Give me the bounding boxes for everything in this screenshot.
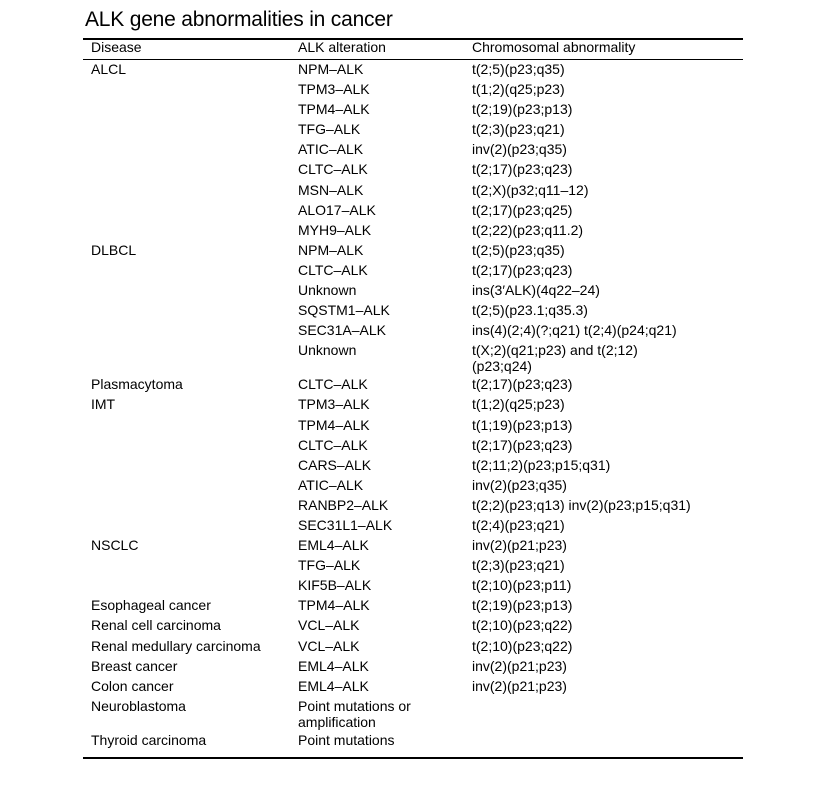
cell-disease: Colon cancer [91, 677, 174, 694]
cell-chromosomal-abnormality: t(2;10)(p23;p11) [472, 577, 572, 594]
table-row [83, 615, 743, 635]
table-row [83, 475, 743, 495]
cell-disease [83, 415, 298, 435]
table-row [83, 180, 743, 200]
table-row [83, 340, 743, 374]
cell-alk-alteration: Point mutations [298, 731, 395, 748]
cell-chromosomal-abnormality: t(2;11;2)(p23;p15;q31) [472, 456, 611, 473]
cell-disease [83, 200, 298, 220]
table-header [83, 39, 743, 59]
cell-alk-alteration: Unknown [298, 282, 357, 299]
table-row [83, 159, 743, 179]
table-row [83, 455, 743, 475]
cell-alk-alteration: CLTC–ALK [298, 376, 368, 393]
header-row [83, 39, 743, 59]
cell-alk-alteration: TFG–ALK [298, 121, 361, 138]
header-alk-alteration: ALK alteration [298, 39, 386, 55]
cell-chromosomal-abnormality: t(2;17)(p23;q25) [472, 201, 573, 218]
cell-disease: IMT [91, 396, 116, 413]
cell-disease: Thyroid carcinoma [91, 731, 207, 748]
cell-alk-alteration: TPM4–ALK [298, 597, 370, 614]
table-row [83, 99, 743, 119]
cell-alk-alteration: EML4–ALK [298, 677, 369, 694]
cell-chromosomal-abnormality: t(1;2)(q25;p23) [472, 396, 565, 413]
table-row [83, 676, 743, 696]
cell-alk-alteration: MSN–ALK [298, 181, 364, 198]
cell-disease [83, 260, 298, 280]
table-row [83, 300, 743, 320]
cell-disease: Renal cell carcinoma [91, 617, 221, 634]
cell-alk-alteration: TPM4–ALK [298, 101, 370, 118]
cell-chromosomal-abnormality [472, 730, 743, 750]
cell-disease: NSCLC [91, 537, 139, 554]
cell-alk-alteration: SEC31A–ALK [298, 322, 386, 339]
cell-chromosomal-abnormality: t(2;17)(p23;q23) [472, 376, 573, 393]
table-row [83, 394, 743, 414]
table-row [83, 280, 743, 300]
cell-disease: Plasmacytoma [91, 376, 183, 393]
cell-chromosomal-abnormality: t(2;17)(p23;q23) [472, 436, 573, 453]
cell-disease [83, 79, 298, 99]
table-row [83, 119, 743, 139]
table-row [83, 79, 743, 99]
cell-chromosomal-abnormality: t(2;X)(p32;q11–12) [472, 181, 589, 198]
cell-chromosomal-abnormality [472, 696, 743, 730]
cell-alk-alteration: MYH9–ALK [298, 221, 372, 238]
cell-chromosomal-abnormality: t(2;17)(p23;q23) [472, 261, 573, 278]
cell-disease [83, 159, 298, 179]
cell-alk-alteration: TPM3–ALK [298, 81, 370, 98]
table-row [83, 730, 743, 750]
cell-chromosomal-abnormality: t(2;10)(p23;q22) [472, 637, 573, 654]
cell-chromosomal-abnormality: inv(2)(p21;p23) [472, 537, 567, 554]
cell-alk-alteration: VCL–ALK [298, 637, 360, 654]
cell-alk-alteration: SQSTM1–ALK [298, 302, 390, 319]
cell-chromosomal-abnormality: t(2;19)(p23;p13) [472, 597, 573, 614]
cell-alk-alteration: NPM–ALK [298, 61, 364, 77]
cell-chromosomal-abnormality: inv(2)(p21;p23) [472, 657, 567, 674]
cell-alk-alteration: RANBP2–ALK [298, 496, 389, 513]
cell-disease: Renal medullary carcinoma [91, 637, 261, 654]
table-row [83, 220, 743, 240]
cell-disease [83, 119, 298, 139]
table-body [83, 59, 743, 750]
cell-chromosomal-abnormality: t(1;19)(p23;p13) [472, 416, 573, 433]
cell-chromosomal-abnormality: t(2;4)(p23;q21) [472, 516, 565, 533]
cell-alk-alteration: KIF5B–ALK [298, 577, 372, 594]
cell-alk-alteration: CLTC–ALK [298, 161, 368, 178]
table-row [83, 656, 743, 676]
cell-alk-alteration: Unknown [298, 342, 357, 359]
cell-chromosomal-abnormality: t(2;19)(p23;p13) [472, 101, 573, 118]
table-row [83, 636, 743, 656]
table-row [83, 139, 743, 159]
table-row [83, 59, 743, 79]
cell-disease [83, 320, 298, 340]
cell-disease [83, 220, 298, 240]
table-row [83, 696, 743, 730]
cell-chromosomal-abnormality: ins(4)(2;4)(?;q21) t(2;4)(p24;q21) [472, 322, 677, 339]
cell-alk-alteration: ALO17–ALK [298, 201, 376, 218]
cell-chromosomal-abnormality: t(2;10)(p23;q22) [472, 617, 573, 634]
cell-alk-alteration: ATIC–ALK [298, 141, 364, 158]
table-row [83, 320, 743, 340]
cell-alk-alteration: TFG–ALK [298, 557, 361, 574]
cell-alk-alteration: EML4–ALK [298, 657, 369, 674]
cell-chromosomal-abnormality: inv(2)(p21;p23) [472, 677, 567, 694]
table-row [83, 575, 743, 595]
table-row [83, 415, 743, 435]
table-title: ALK gene abnormalities in cancer [85, 8, 393, 31]
cell-chromosomal-abnormality: t(2;22)(p23;q11.2) [472, 221, 584, 238]
cell-alk-alteration: EML4–ALK [298, 537, 369, 554]
table-row [83, 535, 743, 555]
cell-alk-alteration: CLTC–ALK [298, 261, 368, 278]
cell-disease [83, 475, 298, 495]
cell-chromosomal-abnormality: t(2;5)(p23;q35) [472, 61, 565, 77]
cell-chromosomal-abnormality: inv(2)(p23;q35) [472, 476, 567, 493]
cell-disease [83, 555, 298, 575]
cell-alk-alteration: TPM4–ALK [298, 416, 370, 433]
cell-chromosomal-abnormality: t(2;3)(p23;q21) [472, 121, 565, 138]
cell-alk-alteration: CLTC–ALK [298, 436, 368, 453]
cell-disease [83, 300, 298, 320]
cell-alk-alteration: VCL–ALK [298, 617, 360, 634]
table-row [83, 515, 743, 535]
alk-table [83, 39, 743, 750]
cell-alk-alteration: TPM3–ALK [298, 396, 370, 413]
header-disease: Disease [91, 39, 142, 55]
cell-disease: DLBCL [91, 241, 137, 258]
cell-chromosomal-abnormality: inv(2)(p23;q35) [472, 141, 567, 158]
cell-chromosomal-abnormality: ins(3′ALK)(4q22–24) [472, 282, 600, 299]
table-row [83, 435, 743, 455]
cell-alk-alteration: SEC31L1–ALK [298, 516, 393, 533]
cell-disease [83, 515, 298, 535]
cell-disease [83, 495, 298, 515]
cell-disease [83, 139, 298, 159]
cell-disease: Breast cancer [91, 657, 178, 674]
table-row [83, 495, 743, 515]
cell-disease [83, 455, 298, 475]
cell-disease [83, 340, 298, 374]
cell-disease [83, 180, 298, 200]
table-row [83, 240, 743, 260]
cell-disease [83, 575, 298, 595]
cell-disease: Neuroblastoma [91, 697, 186, 714]
cell-disease [83, 435, 298, 455]
cell-alk-alteration: NPM–ALK [298, 241, 364, 258]
cell-alk-alteration: ATIC–ALK [298, 476, 364, 493]
cell-chromosomal-abnormality: t(2;17)(p23;q23) [472, 161, 573, 178]
table-row [83, 200, 743, 220]
table-row [83, 374, 743, 394]
cell-disease [83, 99, 298, 119]
bottom-rule [83, 757, 743, 759]
cell-chromosomal-abnormality: t(2;5)(p23;q35) [472, 241, 565, 258]
cell-alk-alteration: CARS–ALK [298, 456, 372, 473]
cell-chromosomal-abnormality: t(2;2)(p23;q13) inv(2)(p23;p15;q31) [472, 496, 691, 513]
cell-disease [83, 280, 298, 300]
cell-disease: Esophageal cancer [91, 597, 211, 614]
table-row [83, 260, 743, 280]
cell-chromosomal-abnormality: t(2;3)(p23;q21) [472, 557, 565, 574]
cell-chromosomal-abnormality: t(1;2)(q25;p23) [472, 81, 565, 98]
cell-chromosomal-abnormality: t(2;5)(p23.1;q35.3) [472, 302, 588, 319]
header-chromosomal-abnormality: Chromosomal abnormality [472, 39, 636, 55]
cell-alk-alteration: Point mutations or amplification [298, 697, 411, 730]
table-row [83, 555, 743, 575]
cell-chromosomal-abnormality: t(X;2)(q21;p23) and t(2;12) (p23;q24) [472, 342, 638, 375]
cell-disease: ALCL [91, 61, 127, 77]
table-row [83, 595, 743, 615]
